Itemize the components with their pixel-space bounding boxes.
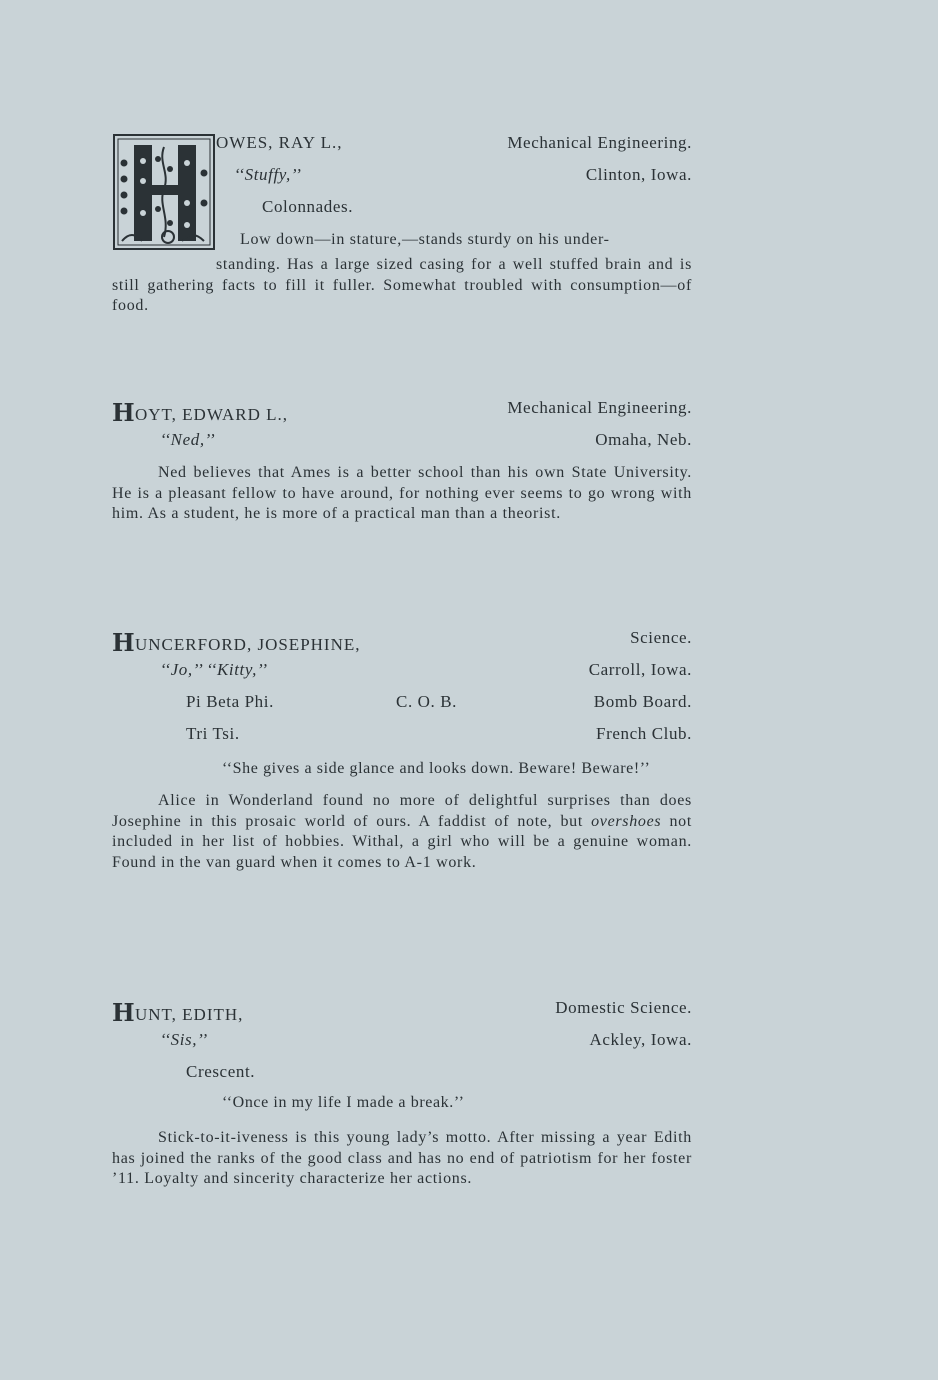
organization: Tri Tsi. (186, 724, 240, 743)
course: Domestic Science. (555, 998, 692, 1017)
entry-huncerford (112, 628, 692, 873)
bio-text: not included in her list of hobbies. Withal, a girl who will be a genuine woman. Found in the van guard when it comes to A-1 work. (112, 812, 692, 871)
entry-name-line (112, 398, 288, 427)
entry-howes-bio (112, 255, 692, 317)
course: Mechanical Engineering. (507, 133, 692, 152)
bio-emphasis: overshoes (591, 812, 662, 830)
entry-name: UNCERFORD, JOSEPHINE, (135, 635, 361, 654)
ornamental-drop-cap-h-icon (112, 133, 216, 251)
entry-hoyt (112, 398, 692, 525)
hometown: Carroll, Iowa. (588, 660, 692, 679)
quotation: ‘‘Once in my life I made a break.’’ (222, 1094, 465, 1111)
society: Colonnades. (262, 197, 354, 216)
biography: Ned believes that Ames is a better school than his own State University. He is a pleasant fellow to have around, for nothing ever seems to go wrong with him. As a student, he is more of a practical man than a theorist. (112, 464, 692, 522)
society: Crescent. (186, 1062, 256, 1081)
nickname: ‘‘Stuffy,’’ (234, 165, 302, 184)
nickname: ‘‘Ned,’’ (160, 430, 216, 449)
course: Science. (630, 628, 692, 647)
blackletter-initial: H (112, 628, 136, 657)
organization: Pi Beta Phi. (186, 692, 274, 711)
entry-name: OYT, EDWARD L., (135, 405, 289, 424)
hometown: Omaha, Neb. (595, 430, 692, 449)
entry-name-line (112, 998, 243, 1027)
biography (112, 791, 692, 873)
hometown: Ackley, Iowa. (589, 1030, 692, 1049)
nickname: ‘‘Jo,’’ ‘‘Kitty,’’ (160, 660, 268, 679)
entry-name: OWES, RAY L., (216, 133, 343, 152)
bio-first-line: Low down—in stature,—stands sturdy on his under- (240, 231, 610, 248)
biography: standing. Has a large sized casing for a well stuffed brain and is still gathering facts to fill it fuller. Somewhat troubled with consumption—of food. (112, 256, 692, 314)
organization: C. O. B. (396, 692, 458, 711)
entry-howes-header (216, 133, 692, 251)
blackletter-initial: H (112, 998, 136, 1027)
organization: Bomb Board. (593, 692, 692, 711)
entry-name-line (112, 628, 361, 657)
bio-text: Alice in Wonderland found no more of delightful surprises than does Josephine in this prosaic world of ours. A faddist of note, but (112, 792, 692, 830)
entry-name: UNT, EDITH, (135, 1005, 244, 1024)
nickname: ‘‘Sis,’’ (160, 1030, 208, 1049)
biography: Stick-to-it-iveness is this young lady’s motto. After missing a year Edith has joined the ranks of the good class and has no end of patriotism for her foster ’11. Loyalty and sincerity characterize her actions. (112, 1129, 692, 1187)
organization: French Club. (596, 724, 692, 743)
course: Mechanical Engineering. (507, 398, 692, 417)
blackletter-initial: H (112, 398, 136, 427)
quote-text: ‘‘She gives a side glance and looks down. Beware! Beware!’’ (222, 760, 651, 777)
entry-hunt (112, 998, 692, 1190)
quotation (222, 758, 662, 779)
hometown: Clinton, Iowa. (585, 165, 692, 184)
